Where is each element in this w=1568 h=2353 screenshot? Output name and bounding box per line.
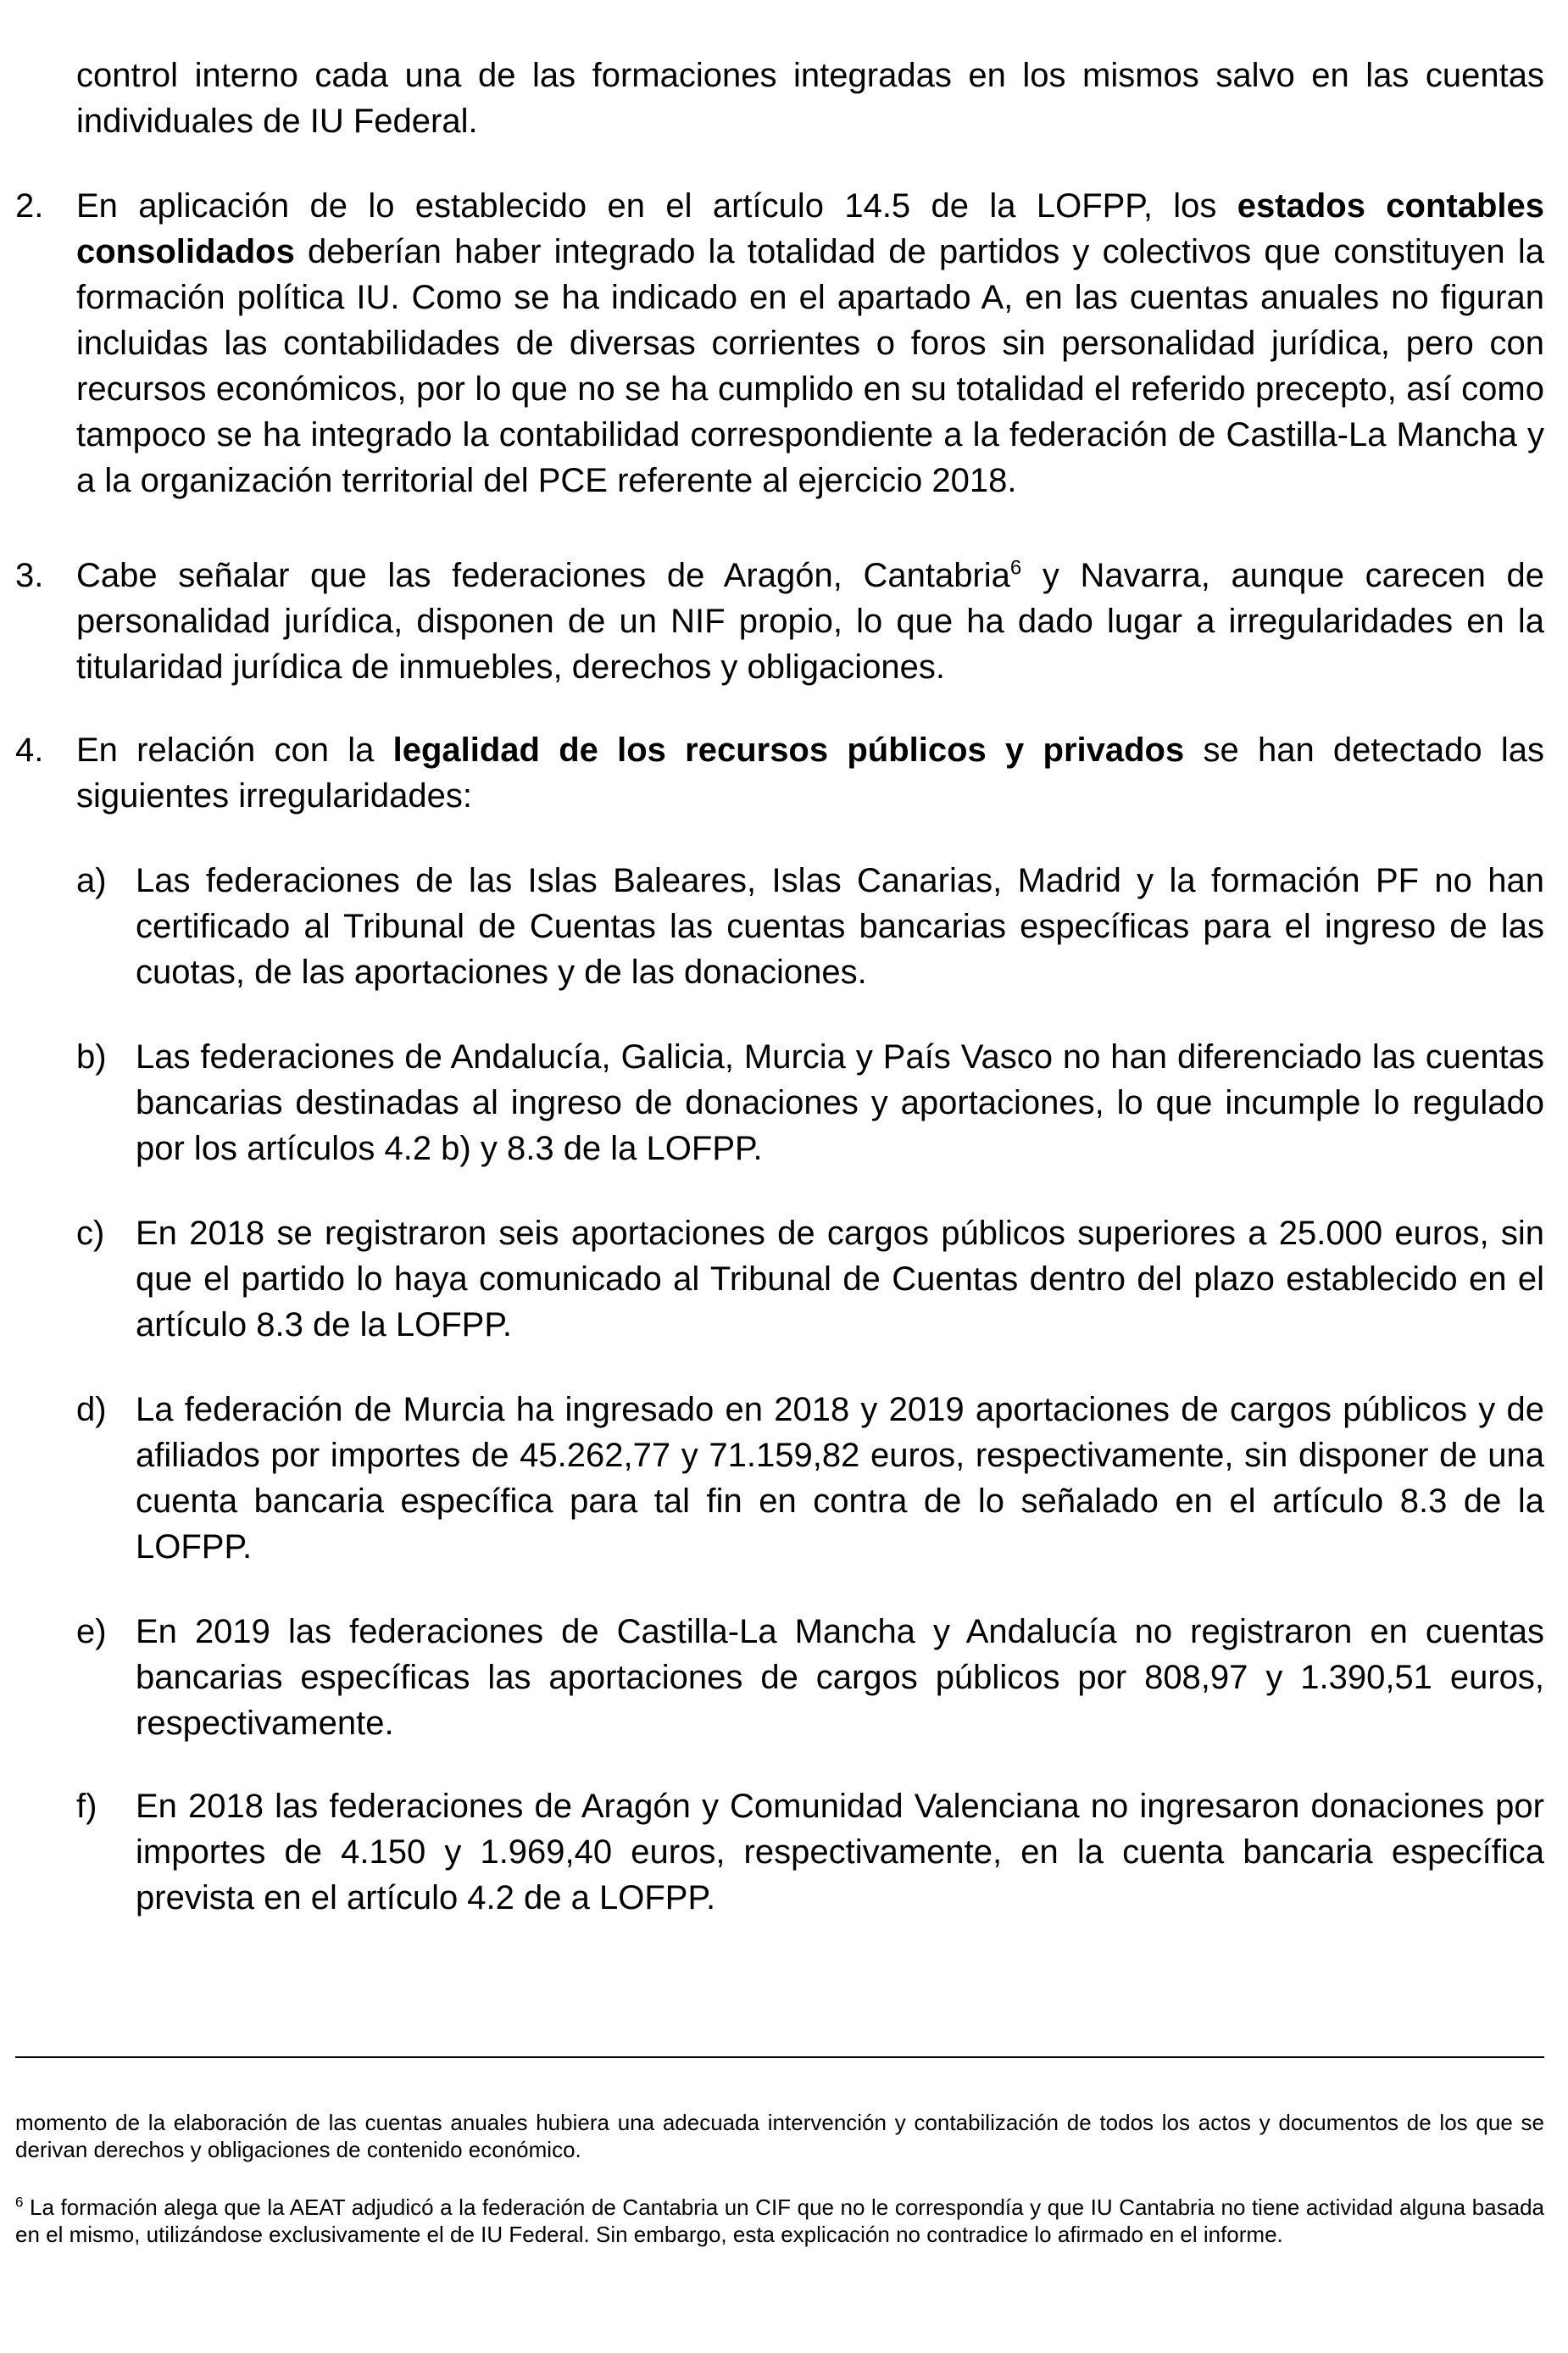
point-4-paragraph — [76, 727, 1544, 819]
footnote-continuation: momento de la elaboración de las cuentas anuales hubiera una adecuada intervención y contabilización de todos los actos y documentos de los que se derivan derechos y obligaciones de contenido económico. — [15, 2110, 1544, 2162]
point-3-paragraph — [76, 553, 1544, 690]
footnote-6-text: La formación alega que la AEAT adjudicó a la federación de Cantabria un CIF que no le correspondía y que IU Cantabria no tiene actividad alguna basada en el mismo, utilizándose exclusivamente el de IU Federal. Sin embargo, esta explicación no contradice lo afirmado en el informe. — [15, 2194, 1544, 2247]
subitem-f-text: En 2018 las federaciones de Aragón y Comunidad Valenciana no ingresaron donaciones por importes de 4.150 y 1.969,40 euros, respectivamente, en la cuenta bancaria específica prevista en el artículo 4.2 de a LOFPP. — [136, 1788, 1544, 1916]
intro-paragraph: control interno cada una de las formaciones integradas en los mismos salvo en las cuentas individuales de IU Federal. — [76, 57, 1544, 140]
point-3-text-post: y Navarra, aunque carecen de personalidad jurídica, disponen de un NIF propio, lo que ha dado lugar a irregularidades en la titularidad jurídica de inmuebles, derechos y obligaciones. — [76, 557, 1545, 686]
point-4-text-pre: En relación con la — [76, 731, 393, 769]
footnote-separator — [15, 2056, 1544, 2058]
point-4-text-post: se han detectado las siguientes irregularidades: — [76, 731, 1545, 815]
subitem-letter: b) — [76, 1038, 107, 1076]
point-number: 2. — [15, 187, 44, 225]
footnote-ref-6[interactable]: 6 — [1009, 556, 1022, 580]
footnote-6-marker: 6 — [15, 2194, 24, 2211]
subitem-e-text: En 2019 las federaciones de Castilla-La Mancha y Andalucía no registraron en cuentas bancarias específicas las aportaciones de cargos públicos por 808,97 y 1.390,51 euros, respectivamente. — [136, 1613, 1544, 1742]
point-2-paragraph — [76, 183, 1544, 503]
point-number: 4. — [15, 731, 44, 769]
subitem-letter: a) — [76, 862, 107, 899]
subitem-b-text: Las federaciones de Andalucía, Galicia, Murcia y País Vasco no han diferenciado las cuentas bancarias destinadas al ingreso de donaciones y aportaciones, lo que incumple lo regulado por los artículos 4.2 b) y 8.3 de la LOFPP. — [136, 1038, 1544, 1167]
point-2-bold: estados contables consolidados — [76, 187, 1544, 270]
subitem-letter: c) — [76, 1215, 105, 1252]
subitem-a-text: Las federaciones de las Islas Baleares, Islas Canarias, Madrid y la formación PF no han certificado al Tribunal de Cuentas las cuentas bancarias específicas para el ingreso de las cuotas, de las aportaciones y de las donaciones. — [136, 862, 1544, 991]
point-4-bold: legalidad de los recursos públicos y privados — [392, 731, 1185, 769]
subitem-letter: e) — [76, 1613, 107, 1650]
point-3-text-pre: Cabe señalar que las federaciones de Aragón, Cantabria — [76, 557, 1010, 594]
subitem-letter: f) — [76, 1788, 97, 1825]
subitem-c-text: En 2018 se registraron seis aportaciones de cargos públicos superiores a 25.000 euros, sin que el partido lo haya comunicado al Tribunal de Cuentas dentro del plazo establecido en el artículo 8.3 de la LOFPP. — [136, 1215, 1544, 1343]
point-number: 3. — [15, 557, 44, 594]
subitem-letter: d) — [76, 1391, 107, 1428]
subitem-d-text: La federación de Murcia ha ingresado en 2018 y 2019 aportaciones de cargos públicos y de afiliados por importes de 45.262,77 y 71.159,82 euros, respectivamente, sin disponer de una cuenta bancaria específica para tal fin en contra de lo señalado en el artículo 8.3 de la LOFPP. — [136, 1391, 1544, 1566]
point-2-text-post: deberían haber integrado la totalidad de partidos y colectivos que constituyen la formación política IU. Como se ha indicado en el apartado A, en las cuentas anuales no figuran incluidas las contabilidades de diversas corrientes o foros sin personalidad jurídica, pero con recursos económicos, por lo que no se ha cumplido en su totalidad el referido precepto, así como tampoco se ha integrado la contabilidad correspondiente a la federación de Castilla-La Mancha y a la organización territorial del PCE referente al ejercicio 2018. — [76, 233, 1544, 499]
point-2-text-pre: En aplicación de lo establecido en el artículo 14.5 de la LOFPP, los — [76, 187, 1237, 225]
footnote-6 — [15, 2194, 1544, 2248]
